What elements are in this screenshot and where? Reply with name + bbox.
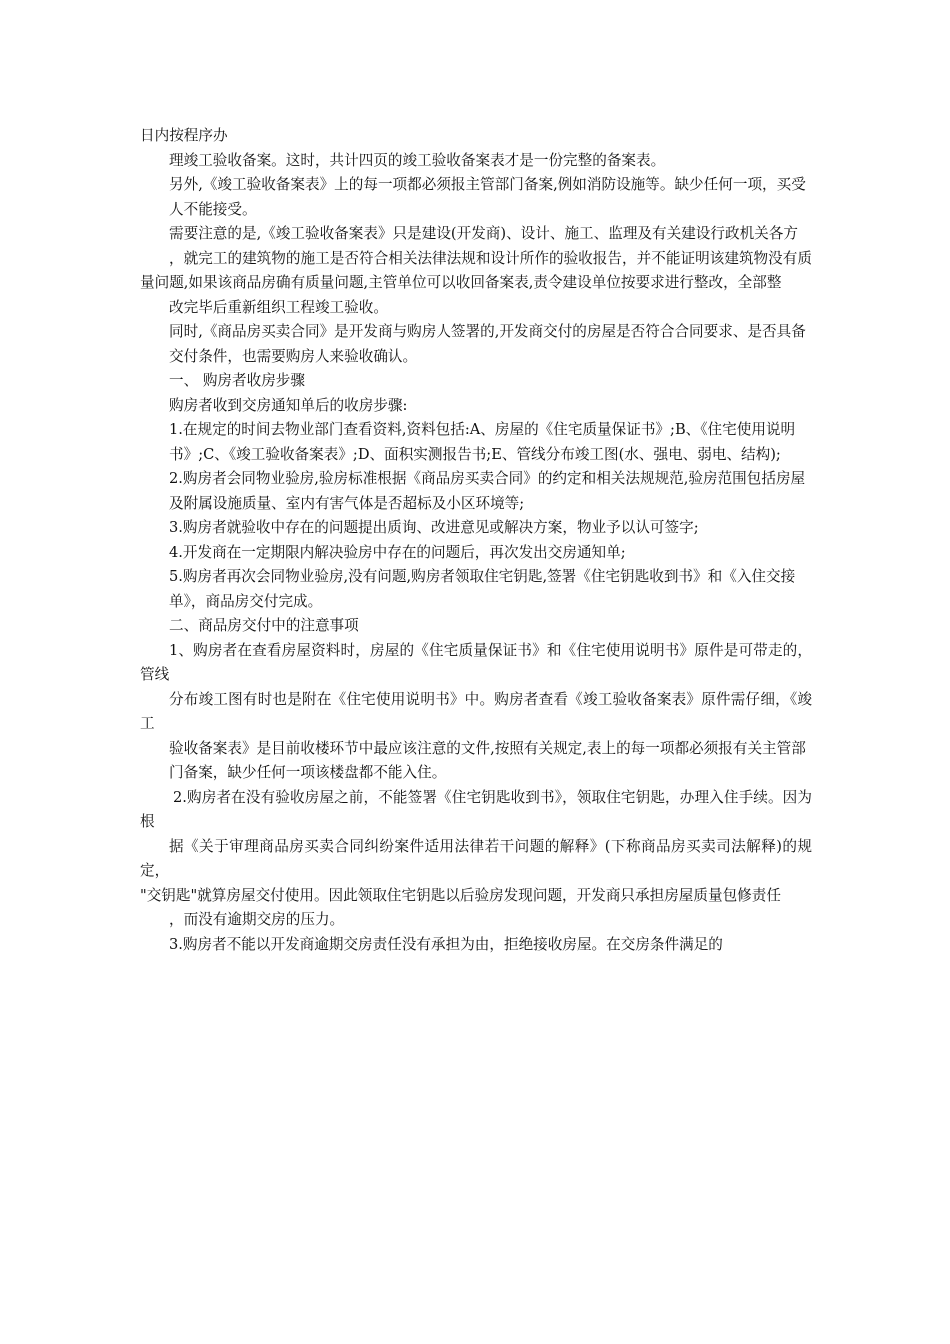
list-item: 4.开发商在一定期限内解决验房中存在的问题后，再次发出交房通知单; bbox=[169, 543, 626, 561]
list-item: 2.购房者会同物业验房,验房标准根据《商品房买卖合同》的约定和相关法规规范,验房范围包括房屋 bbox=[169, 470, 806, 487]
list-item-continuation: 书》;C、《竣工验收备案表》;D、面积实测报告书;E、管线分布竣工图(水、强电、弱电、结构); bbox=[169, 445, 781, 463]
paragraph-line: 另外,《竣工验收备案表》上的每一项都必须报主管部门备案,例如消防设施等。缺少任何一项，买受 bbox=[169, 176, 806, 193]
list-item: 1.在规定的时间去物业部门查看资料,资料包括:A、房屋的《住宅质量保证书》;B、《住宅使用说明 bbox=[169, 421, 796, 438]
list-item-continuation: ，而没有逾期交房的压力。 bbox=[169, 911, 345, 928]
paragraph-line: 交付条件，也需要购房人来验收确认。 bbox=[169, 347, 418, 365]
list-item: 3.购房者就验收中存在的问题提出质询、改进意见或解决方案，物业予以认可签字; bbox=[169, 519, 699, 536]
paragraph-line: 购房者收到交房通知单后的收房步骤: bbox=[169, 396, 408, 414]
paragraph-line: 人不能接受。 bbox=[169, 200, 257, 218]
section-heading: 一、 购房者收房步骤 bbox=[169, 372, 305, 389]
paragraph-line: 改完毕后重新组织工程竣工验收。 bbox=[169, 298, 388, 316]
list-item: 5.购房者再次会同物业验房,没有问题,购房者领取住宅钥匙,签署《住宅钥匙收到书》和《入住交接 bbox=[169, 568, 796, 585]
list-item-continuation: 及附属设施质量、室内有害气体是否超标及小区环境等; bbox=[169, 494, 525, 512]
list-item-continuation: 分布竣工图有时也是附在《住宅使用说明书》中。购房者查看《竣工验收备案表》原件需仔细，《竣工 bbox=[140, 690, 812, 732]
paragraph-line: 同时,《商品房买卖合同》是开发商与购房人签署的,开发商交付的房屋是否符合合同要求、是否具备 bbox=[169, 323, 806, 340]
document-body bbox=[140, 124, 812, 957]
list-item-continuation: "交钥匙"就算房屋交付使用。因此领取住宅钥匙以后验房发现问题，开发商只承担房屋质量包修责任 bbox=[140, 886, 781, 904]
list-item-continuation: 单》，商品房交付完成。 bbox=[169, 592, 323, 610]
list-item: 1、购房者在查看房屋资料时，房屋的《住宅质量保证书》和《住宅使用说明书》原件是可带走的，管线 bbox=[140, 641, 812, 683]
list-item: 2.购房者在没有验收房屋之前，不能签署《住宅钥匙收到书》，领取住宅钥匙，办理入住手续。因为根 bbox=[140, 788, 812, 830]
paragraph-line: 需要注意的是,《竣工验收备案表》只是建设(开发商)、设计、施工、监理及有关建设行政机关各方 bbox=[169, 225, 798, 242]
list-item-continuation: 门备案，缺少任何一项该楼盘都不能入住。 bbox=[169, 764, 447, 781]
list-item-continuation: 验收备案表》是目前收楼环节中最应该注意的文件,按照有关规定,表上的每一项都必须报有关主管部 bbox=[169, 739, 806, 757]
paragraph-line: 日内按程序办 bbox=[140, 127, 228, 144]
paragraph-line: ，就完工的建筑物的施工是否符合相关法律法规和设计所作的验收报告，并不能证明该建筑物没有质量问题,如果该商品房确有质量问题,主管单位可以收回备案表,责令建设单位按要求进行整改，全部整 bbox=[140, 249, 812, 291]
list-item: 3.购房者不能以开发商逾期交房责任没有承担为由，拒绝接收房屋。在交房条件满足的 bbox=[169, 935, 723, 953]
paragraph-line: 理竣工验收备案。这时，共计四页的竣工验收备案表才是一份完整的备案表。 bbox=[169, 151, 666, 169]
section-heading: 二、商品房交付中的注意事项 bbox=[169, 617, 359, 634]
list-item-continuation: 据《关于审理商品房买卖合同纠纷案件适用法律若干问题的解释》(下称商品房买卖司法解释)的规定， bbox=[140, 837, 812, 879]
